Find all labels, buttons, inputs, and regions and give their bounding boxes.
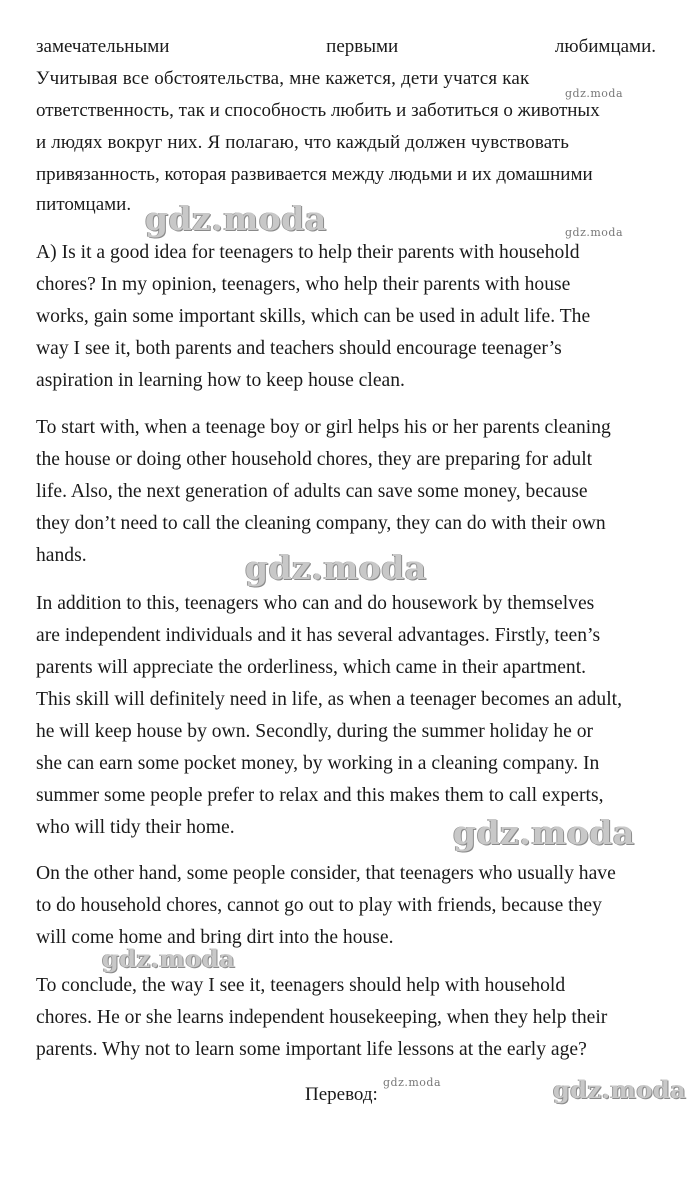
essay-line: This skill will definitely need in life, as when a teenager becomes an adult,: [36, 689, 622, 710]
essay-line: to do household chores, cannot go out to play with friends, because they: [36, 895, 602, 916]
essay-line: In addition to this, teenagers who can and do housework by themselves: [36, 593, 595, 614]
essay-line: way I see it, both parents and teachers should encourage teenager’s: [36, 338, 562, 359]
essay-line: parents will appreciate the orderliness, which came in their apartment.: [36, 657, 587, 678]
essay-line: they don’t need to call the cleaning company, they can do with their own: [36, 513, 606, 534]
ru-word: любимцами.: [554, 36, 656, 57]
essay-line: summer some people prefer to relax and this makes them to call experts,: [36, 785, 604, 806]
essay-line: A) Is it a good idea for teenagers to help their parents with household: [36, 242, 580, 263]
ru-line: питомцами.: [36, 194, 132, 215]
essay-line: hands.: [36, 545, 87, 566]
essay-line: the house or doing other household chores, they are preparing for adult: [36, 449, 593, 470]
watermark: gdz.moda: [553, 1075, 687, 1104]
essay-line: life. Also, the next generation of adults can save some money, because: [36, 481, 588, 502]
watermark: gdz.moda: [245, 548, 427, 587]
ru-word: замечательными: [36, 36, 170, 57]
essay-line: chores? In my opinion, teenagers, who help their parents with house: [36, 274, 571, 295]
essay-line: parents. Why not to learn some important life lessons at the early age?: [36, 1039, 587, 1060]
watermark: gdz.moda: [145, 199, 327, 238]
ru-line: ответственность, так и способность любить и заботиться о животных: [36, 100, 600, 121]
essay-line: who will tidy their home.: [36, 817, 235, 838]
watermark: gdz.moda: [565, 87, 624, 100]
ru-word: первыми: [326, 36, 399, 57]
watermark: gdz.moda: [565, 226, 624, 239]
essay-line: aspiration in learning how to keep house clean.: [36, 370, 405, 391]
essay-line: she can earn some pocket money, by working in a cleaning company. In: [36, 753, 600, 774]
watermark: gdz.moda: [383, 1076, 442, 1089]
essay-line: To start with, when a teenage boy or girl helps his or her parents cleaning: [36, 417, 611, 438]
essay-line: To conclude, the way I see it, teenagers should help with household: [36, 975, 566, 996]
essay-line: chores. He or she learns independent housekeeping, when they help their: [36, 1007, 608, 1028]
watermark: gdz.moda: [453, 813, 635, 852]
watermark: gdz.moda: [102, 944, 236, 973]
essay-line: will come home and bring dirt into the house.: [36, 927, 394, 948]
ru-line: привязанность, которая развивается между людьми и их домашними: [36, 164, 593, 185]
ru-line-1: [36, 32, 656, 62]
essay-line: he will keep house by own. Secondly, during the summer holiday he or: [36, 721, 594, 742]
essay-line: works, gain some important skills, which can be used in adult life. The: [36, 306, 591, 327]
essay-line: On the other hand, some people consider, that teenagers who usually have: [36, 863, 616, 884]
ru-line: Учитывая все обстоятельства, мне кажется, дети учатся как: [36, 68, 530, 89]
essay-line: are independent individuals and it has several advantages. Firstly, teen’s: [36, 625, 601, 646]
translation-label: Перевод:: [305, 1084, 378, 1105]
ru-line: и людях вокруг них. Я полагаю, что каждый должен чувствовать: [36, 132, 570, 153]
